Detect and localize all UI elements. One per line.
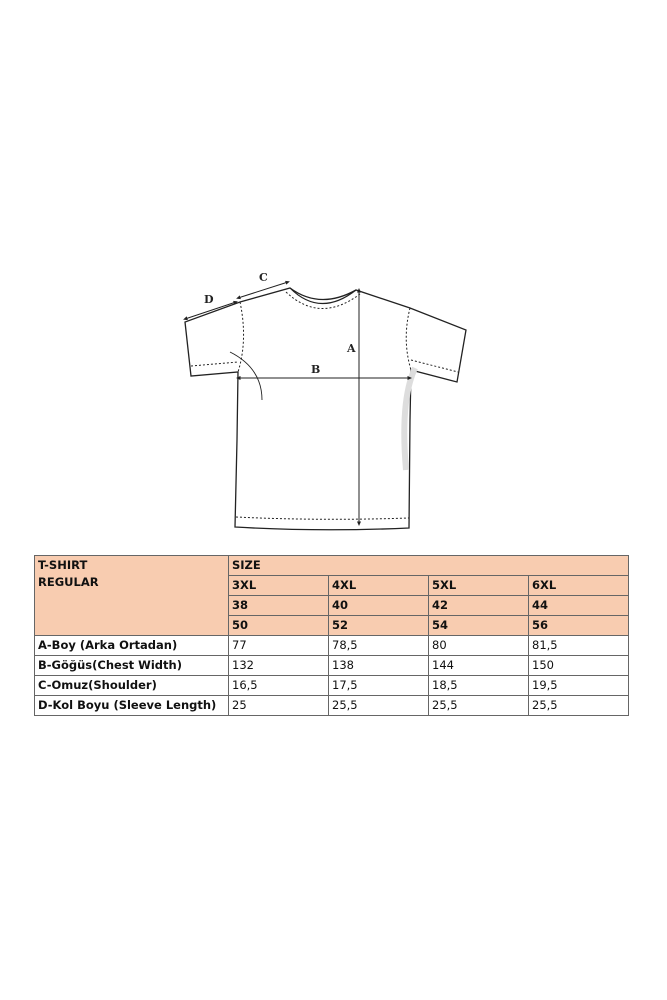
row-label-d-sleeve: D-Kol Boyu (Sleeve Length) bbox=[35, 696, 229, 716]
table-cell: 150 bbox=[529, 656, 629, 676]
size-cell: 56 bbox=[529, 616, 629, 636]
table-cell: 138 bbox=[329, 656, 429, 676]
size-cell: 42 bbox=[429, 596, 529, 616]
table-row bbox=[35, 656, 629, 676]
table-cell: 77 bbox=[229, 636, 329, 656]
table-cell: 18,5 bbox=[429, 676, 529, 696]
header-row-size bbox=[35, 556, 629, 576]
size-3xl: 3XL bbox=[229, 576, 329, 596]
table-cell: 80 bbox=[429, 636, 529, 656]
table-cell: 132 bbox=[229, 656, 329, 676]
table-cell: 25,5 bbox=[329, 696, 429, 716]
size-header: SIZE bbox=[229, 556, 629, 576]
table-cell: 144 bbox=[429, 656, 529, 676]
table-cell: 78,5 bbox=[329, 636, 429, 656]
table-row bbox=[35, 636, 629, 656]
table-cell: 81,5 bbox=[529, 636, 629, 656]
size-chart-table bbox=[34, 555, 629, 716]
label-c: C bbox=[259, 271, 268, 284]
row-label-a-length: A-Boy (Arka Ortadan) bbox=[35, 636, 229, 656]
size-cell: 54 bbox=[429, 616, 529, 636]
label-d: D bbox=[204, 293, 214, 306]
table-cell: 25 bbox=[229, 696, 329, 716]
tshirt-outline bbox=[185, 288, 466, 530]
product-title-cell bbox=[35, 556, 229, 636]
size-4xl: 4XL bbox=[329, 576, 429, 596]
label-a: A bbox=[347, 342, 356, 355]
size-6xl: 6XL bbox=[529, 576, 629, 596]
table-cell: 17,5 bbox=[329, 676, 429, 696]
table-row bbox=[35, 676, 629, 696]
table-cell: 16,5 bbox=[229, 676, 329, 696]
size-cell: 38 bbox=[229, 596, 329, 616]
row-label-c-shoulder: C-Omuz(Shoulder) bbox=[35, 676, 229, 696]
size-cell: 44 bbox=[529, 596, 629, 616]
row-label-b-chest: B-Göğüs(Chest Width) bbox=[35, 656, 229, 676]
table-row bbox=[35, 696, 629, 716]
product-title-line2: REGULAR bbox=[38, 575, 99, 589]
table-cell: 25,5 bbox=[429, 696, 529, 716]
label-b: B bbox=[311, 363, 321, 376]
table-cell: 25,5 bbox=[529, 696, 629, 716]
size-cell: 40 bbox=[329, 596, 429, 616]
product-title-line1: T-SHIRT bbox=[38, 558, 88, 572]
table-cell: 19,5 bbox=[529, 676, 629, 696]
size-cell: 52 bbox=[329, 616, 429, 636]
size-5xl: 5XL bbox=[429, 576, 529, 596]
size-cell: 50 bbox=[229, 616, 329, 636]
